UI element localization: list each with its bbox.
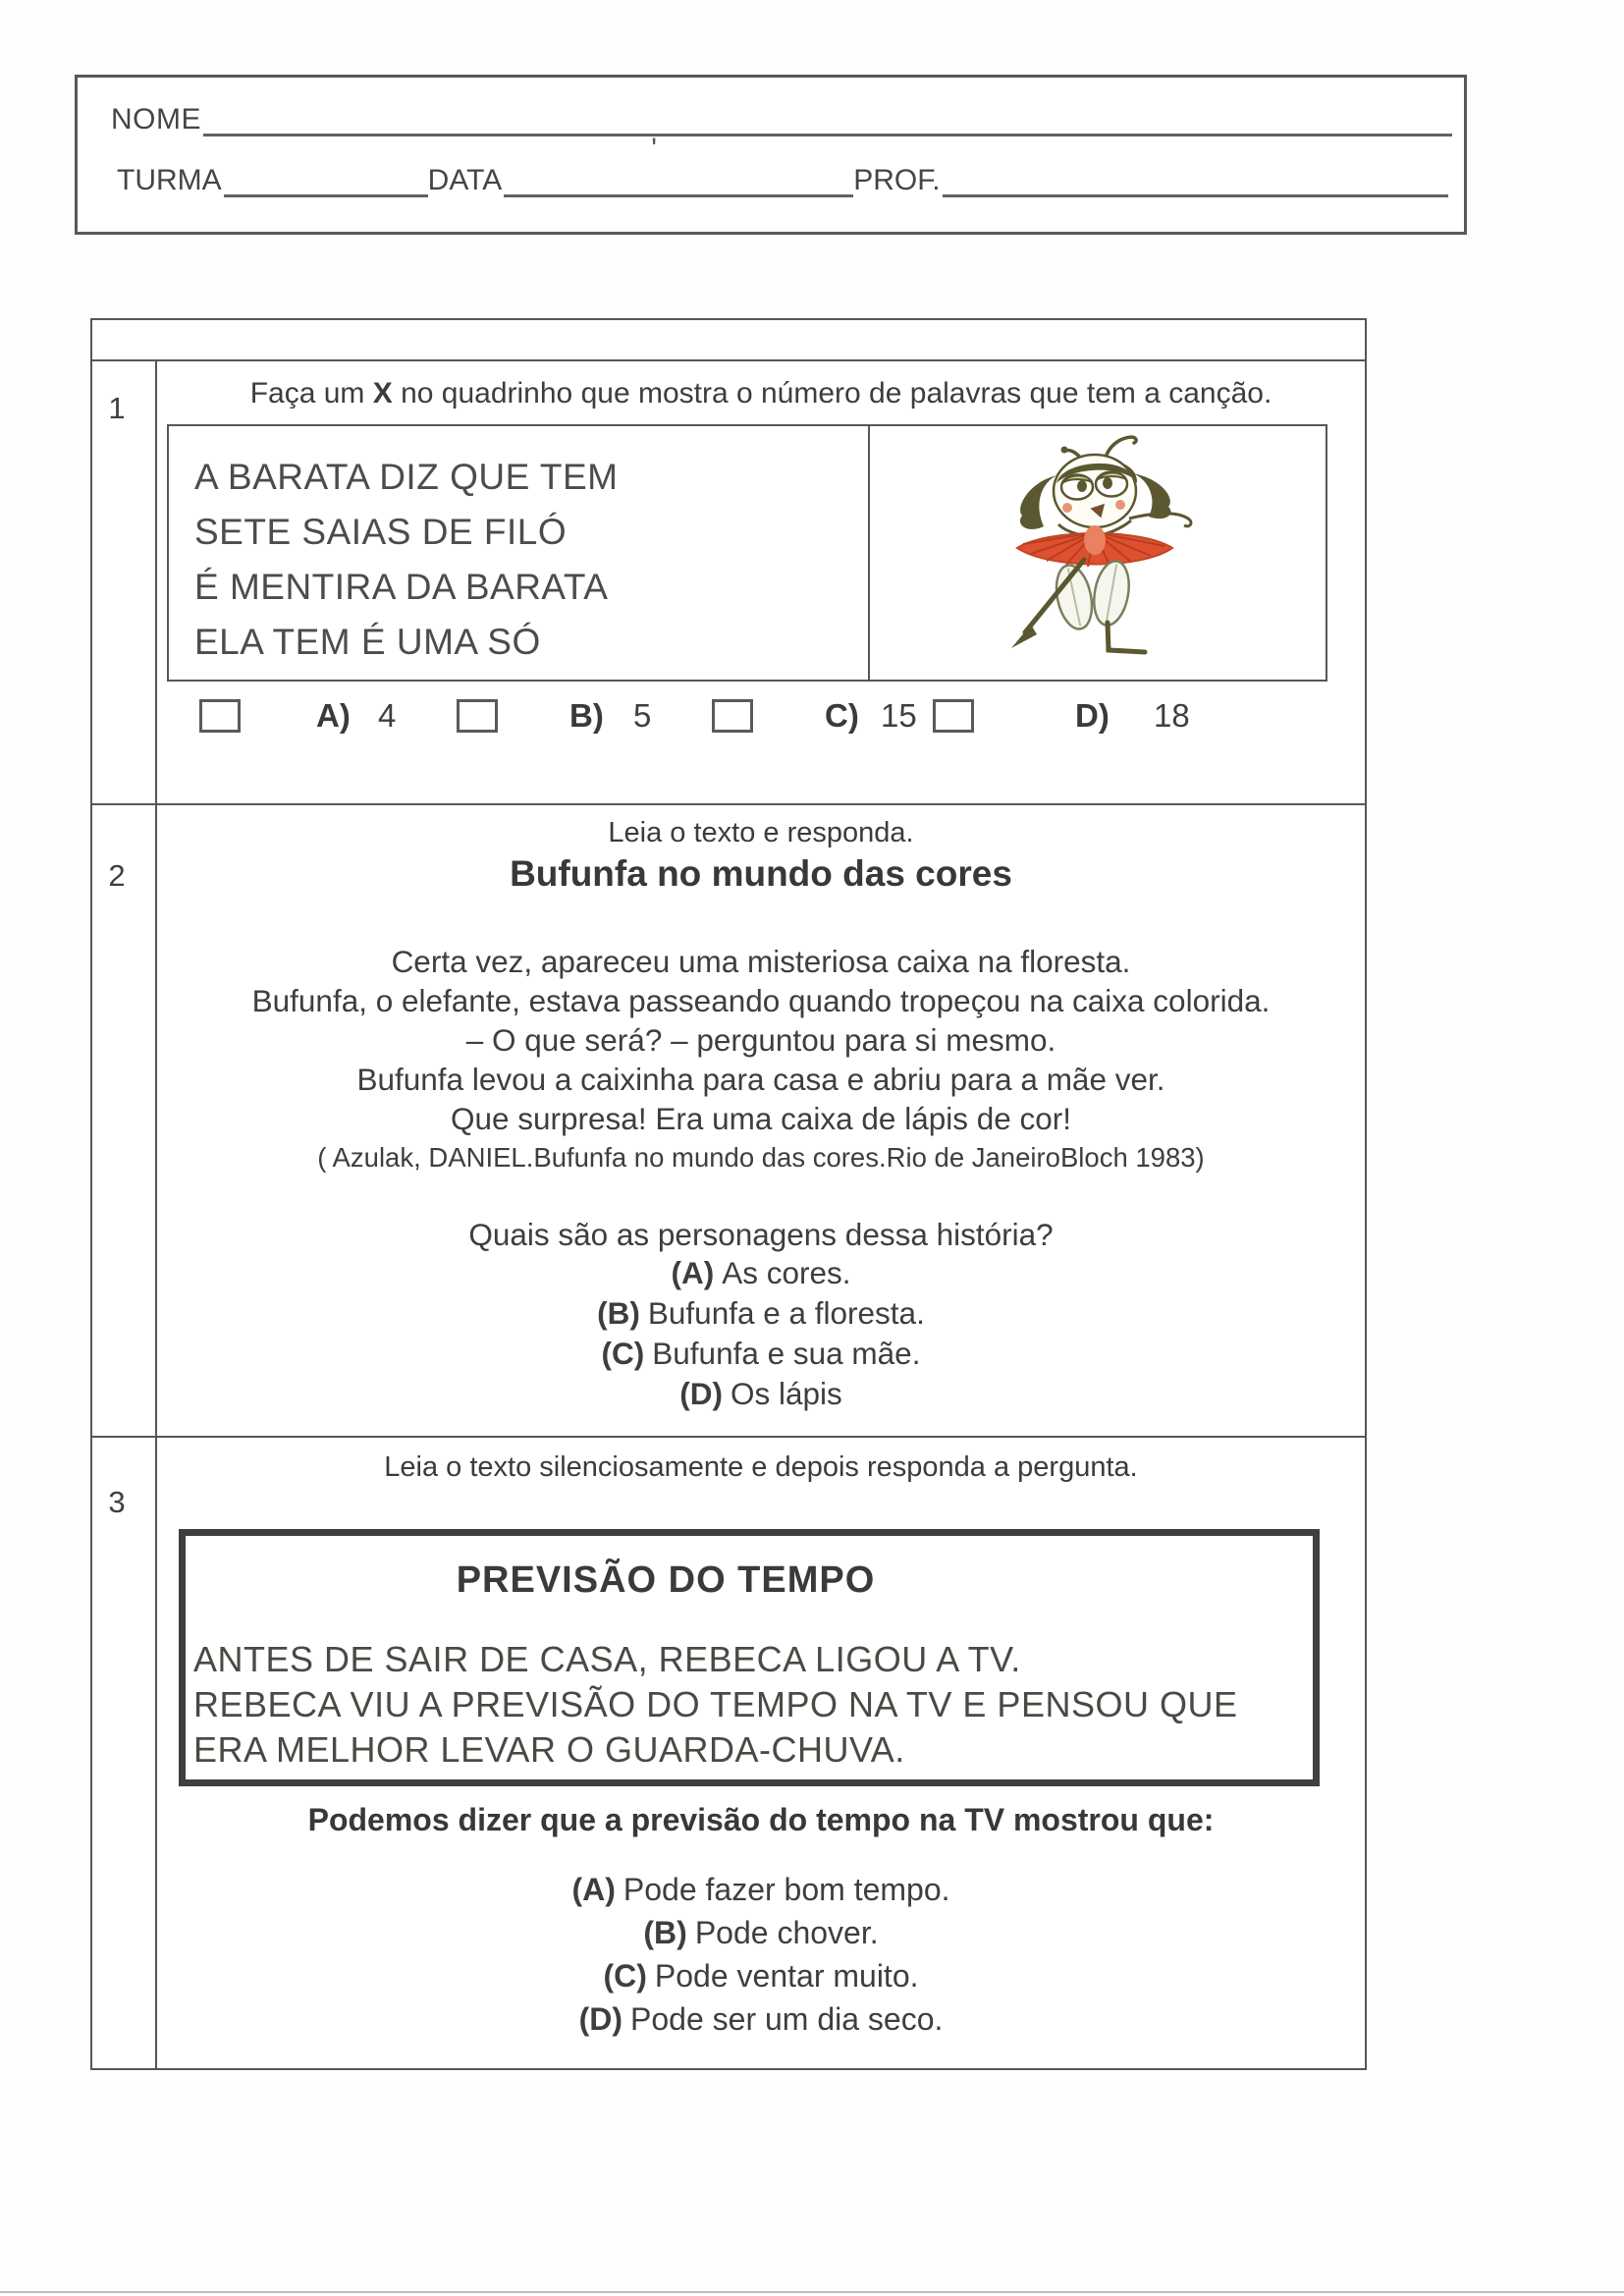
song-lyrics <box>169 426 870 680</box>
class-date-prof-row <box>117 133 1448 197</box>
q3-option-b <box>157 1911 1365 1954</box>
q2-option-letter-b: (B) <box>597 1295 640 1331</box>
question-1-cell <box>157 361 1365 803</box>
q2-option-a <box>157 1253 1365 1293</box>
question-1-options <box>157 693 1365 756</box>
story-paragraph <box>157 942 1365 1138</box>
song-line: A BARATA DIZ QUE TEM <box>194 457 619 497</box>
name-label: NOME <box>111 103 201 136</box>
question-2-row <box>92 803 1365 1436</box>
q2-option-letter-a: (A) <box>671 1255 715 1290</box>
q1-checkbox-d[interactable] <box>933 699 974 733</box>
question-2-cell <box>157 805 1365 1436</box>
question-3-prompt: Podemos dizer que a previsão do tempo na TV mostrou que: <box>307 1802 1215 1837</box>
question-1-number: 1 <box>92 361 157 803</box>
q1-option-letter-a: A) <box>316 697 351 734</box>
name-input-line[interactable] <box>203 101 1452 137</box>
q3-option-text-b: Pode chover. <box>694 1915 879 1950</box>
name-row <box>111 101 1452 137</box>
weather-forecast-box <box>179 1529 1320 1786</box>
student-header-box <box>75 75 1467 235</box>
q1-checkbox-a[interactable] <box>199 699 241 733</box>
data-input-line[interactable] <box>504 133 853 197</box>
q2-option-text-c: Bufunfa e sua mãe. <box>652 1336 921 1371</box>
question-2-options <box>157 1253 1365 1414</box>
q2-option-text-b: Bufunfa e a floresta. <box>647 1295 925 1331</box>
question-table <box>90 318 1367 2070</box>
q3-option-letter-d: (D) <box>578 2001 623 2037</box>
story-line: Certa vez, apareceu uma misteriosa caixa na floresta. <box>391 944 1131 979</box>
instruction-x: X <box>372 377 393 410</box>
weather-text-line: ERA MELHOR LEVAR O GUARDA-CHUVA. <box>193 1729 905 1770</box>
song-box <box>167 424 1327 682</box>
q1-option-letter-b: B) <box>569 697 604 734</box>
q2-option-letter-d: (D) <box>679 1376 723 1411</box>
question-3-row <box>92 1436 1365 2068</box>
q2-option-d <box>157 1374 1365 1414</box>
question-3-number: 3 <box>92 1438 157 2068</box>
story-line: – O que será? – perguntou para si mesmo. <box>465 1022 1056 1058</box>
song-line: É MENTIRA DA BARATA <box>194 567 609 607</box>
q3-option-letter-c: (C) <box>603 1958 647 1994</box>
q1-option-value-b: 5 <box>633 697 652 734</box>
prof-input-line[interactable] <box>943 162 1448 197</box>
song-line: SETE SAIAS DE FILÓ <box>194 512 568 552</box>
cockroach-illustration <box>870 426 1326 680</box>
q1-option-letter-c: C) <box>825 697 859 734</box>
stray-pen-mark: ' <box>651 133 657 165</box>
turma-label: TURMA <box>117 164 222 196</box>
q1-option-value-a: 4 <box>378 697 397 734</box>
prof-label: PROF. <box>853 164 941 196</box>
question-1-instruction <box>157 377 1365 410</box>
q2-option-text-d: Os lápis <box>730 1376 842 1411</box>
turma-input-line[interactable] <box>224 162 428 197</box>
weather-box-text <box>186 1637 1313 1773</box>
q3-option-letter-b: (B) <box>643 1915 687 1950</box>
weather-text-line: REBECA VIU A PREVISÃO DO TEMPO NA TV E PENSOU QUE <box>193 1684 1238 1724</box>
q2-option-c <box>157 1334 1365 1374</box>
q3-option-letter-a: (A) <box>571 1872 616 1907</box>
q3-option-text-c: Pode ventar muito. <box>654 1958 919 1994</box>
story-line: Bufunfa, o elefante, estava passeando quando tropeçou na caixa colorida. <box>251 983 1271 1018</box>
story-citation: ( Azulak, DANIEL.Bufunfa no mundo das cores.Rio de JaneiroBloch 1983) <box>317 1142 1205 1173</box>
question-3-options <box>157 1868 1365 2041</box>
q3-option-text-a: Pode fazer bom tempo. <box>623 1872 950 1907</box>
q1-option-letter-d: D) <box>1075 697 1110 734</box>
question-3-cell <box>157 1438 1365 2068</box>
scan-bottom-edge <box>0 2291 1624 2293</box>
table-empty-header-row <box>92 320 1365 359</box>
question-2-instruction: Leia o texto e responda. <box>608 817 914 848</box>
instruction-text: no quadrinho que mostra o número de palavras que tem a canção. <box>392 377 1272 410</box>
q3-option-a <box>157 1868 1365 1911</box>
question-1-row <box>92 359 1365 803</box>
q2-option-b <box>157 1293 1365 1334</box>
q1-option-value-c: 15 <box>881 697 917 734</box>
story-line: Que surpresa! Era uma caixa de lápis de cor! <box>450 1101 1072 1136</box>
song-line: ELA TEM É UMA SÓ <box>194 622 541 662</box>
q3-option-text-d: Pode ser um dia seco. <box>630 2001 944 2037</box>
question-2-prompt: Quais são as personagens dessa história? <box>468 1217 1054 1252</box>
q3-option-d <box>157 1997 1365 2041</box>
story-line: Bufunfa levou a caixinha para casa e abriu para a mãe ver. <box>356 1062 1165 1097</box>
q1-checkbox-c[interactable] <box>712 699 753 733</box>
question-3-instruction: Leia o texto silenciosamente e depois responda a pergunta. <box>384 1451 1138 1483</box>
weather-text-line: ANTES DE SAIR DE CASA, REBECA LIGOU A TV. <box>193 1639 1021 1679</box>
q2-option-letter-c: (C) <box>601 1336 645 1371</box>
weather-box-title: PREVISÃO DO TEMPO <box>456 1559 876 1601</box>
instruction-text: Faça um <box>249 377 373 410</box>
q3-option-c <box>157 1954 1365 1997</box>
data-label: DATA <box>427 164 503 196</box>
q1-option-value-d: 18 <box>1154 697 1190 734</box>
story-title: Bufunfa no mundo das cores <box>510 853 1012 894</box>
cockroach-ballerina-drawing <box>960 430 1235 670</box>
question-2-number: 2 <box>92 805 157 1436</box>
q2-option-text-a: As cores. <box>722 1255 851 1290</box>
q1-checkbox-b[interactable] <box>457 699 498 733</box>
